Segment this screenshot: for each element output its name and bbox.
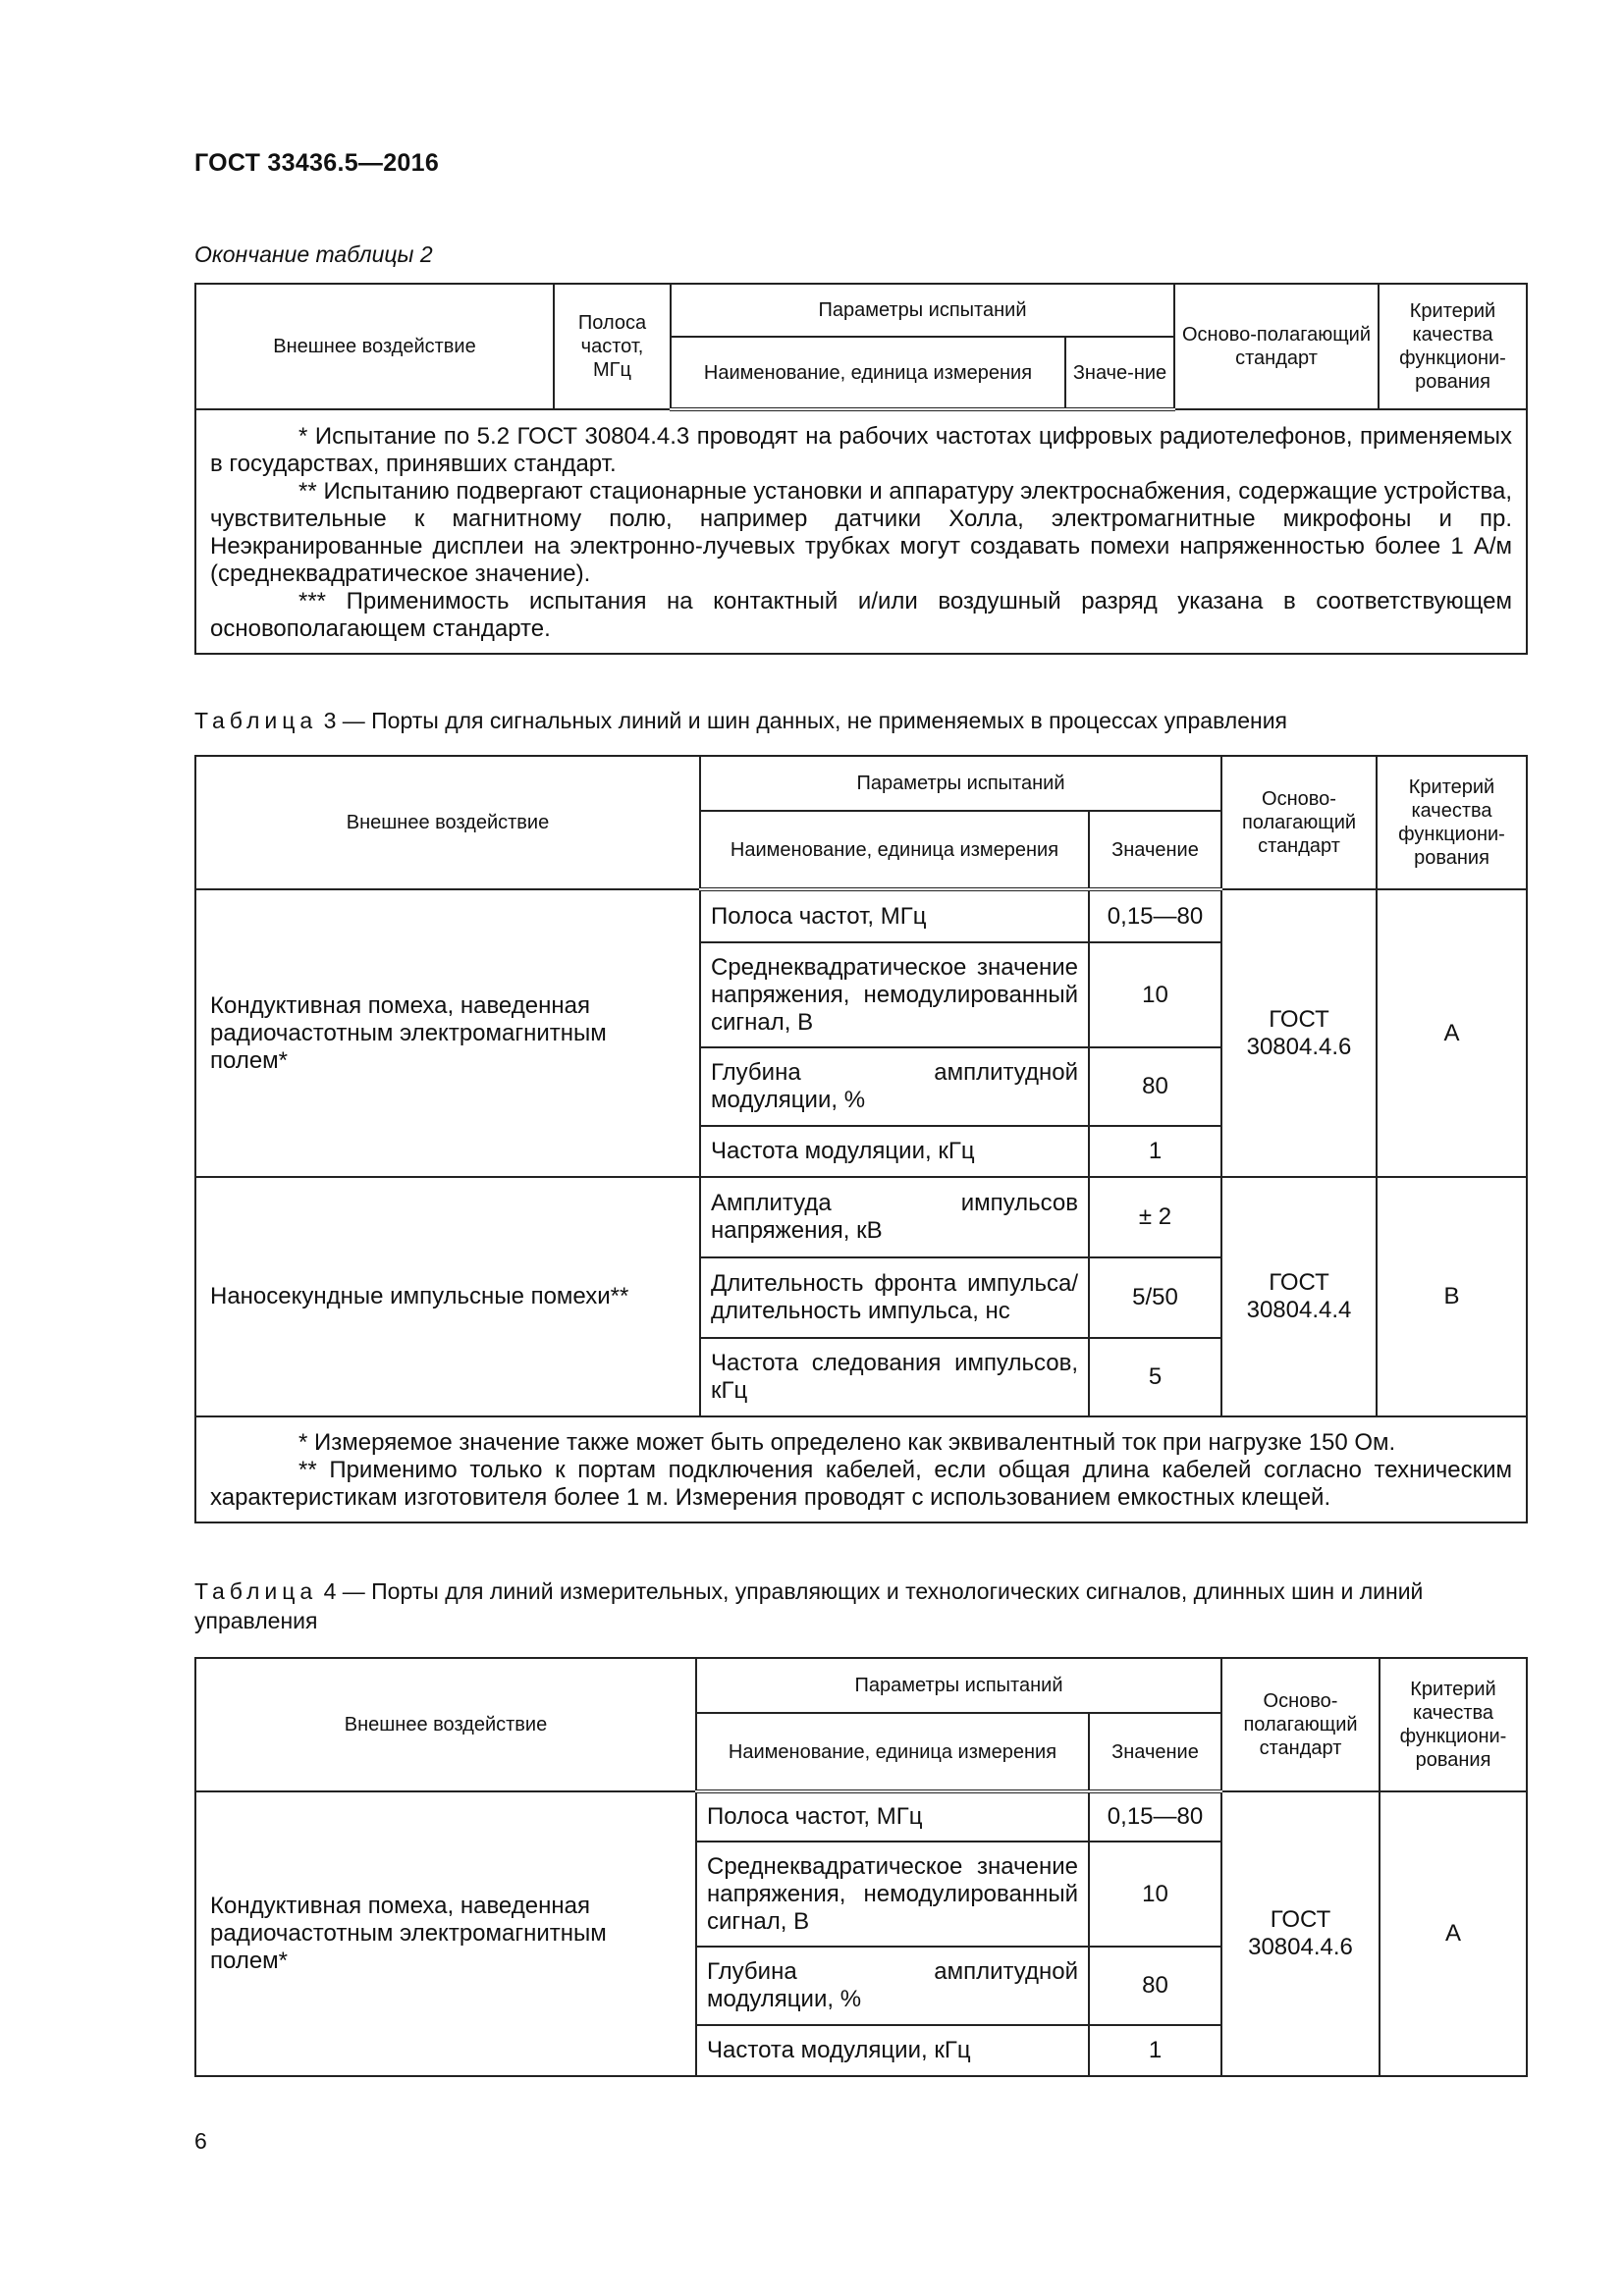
note: *** Применимость испытания на контактный и/или воздушный разряд указана в соответствующем основополагающем стандарте. (210, 588, 1512, 642)
header-effect: Внешнее воздействие (195, 756, 700, 889)
table-2-notes (195, 409, 1527, 654)
page-number: 6 (194, 2128, 207, 2154)
value-cell: 1 (1089, 1126, 1221, 1177)
header-effect: Внешнее воздействие (195, 284, 554, 409)
param-cell: Частота модуляции, кГц (696, 2025, 1089, 2076)
value-cell: 80 (1089, 1047, 1221, 1126)
header-standard: Осново-полагающий стандарт (1221, 1658, 1380, 1791)
param-cell: Амплитуда импульсов напряжения, кВ (700, 1177, 1089, 1257)
header-params: Параметры испытаний (696, 1658, 1221, 1713)
note: * Измеряемое значение также может быть определено как эквивалентный ток при нагрузке 150 Ом. (298, 1429, 1396, 1456)
header-params: Параметры испытаний (671, 284, 1174, 337)
param-cell: Среднеквадратическое значение напряжения, немодулированный сигнал, В (696, 1842, 1089, 1947)
header-name-unit: Наименование, единица измерения (696, 1713, 1089, 1791)
header-criterion: Критерий качества функциони-рования (1380, 1658, 1527, 1791)
table-3-notes (195, 1416, 1527, 1522)
effect-cell: Наносекундные импульсные помехи** (195, 1177, 700, 1416)
table-row (195, 889, 1527, 942)
param-cell: Частота следования импульсов, кГц (700, 1338, 1089, 1416)
caption-label: Таблица (194, 708, 318, 733)
note: * Испытание по 5.2 ГОСТ 30804.4.3 проводят на рабочих частотах цифровых радиотелефонов, применяемых в государствах, принявших стандарт. (210, 423, 1512, 477)
table-2-end (194, 283, 1528, 655)
note: ** Испытанию подвергают стационарные установки и аппаратуру электроснабжения, содержащие устройства, чувствительные к магнитному полю, например датчики Холла, электромагнитные микрофоны и пр. Неэкранированные дисплеи на электронно-лучевых трубках могут создавать помехи напряженностью более 1 А/м (среднеквадратическое значение). (210, 478, 1512, 587)
param-cell: Полоса частот, МГц (700, 889, 1089, 942)
criterion-cell: А (1377, 889, 1527, 1177)
value-cell: ± 2 (1089, 1177, 1221, 1257)
caption-label: Таблица (194, 1578, 318, 1604)
param-cell: Частота модуляции, кГц (700, 1126, 1089, 1177)
effect-cell: Кондуктивная помеха, наведенная радиочастотным электромагнитным полем* (195, 889, 700, 1177)
header-value: Значение (1089, 1713, 1221, 1791)
param-cell: Длительность фронта импульса/длительность импульса, нс (700, 1257, 1089, 1338)
header-effect: Внешнее воздействие (195, 1658, 696, 1791)
param-cell: Среднеквадратическое значение напряжения, немодулированный сигнал, В (700, 942, 1089, 1047)
caption-text: 4 — Порты для линий измерительных, управляющих и технологических сигналов, длинных шин и линий управления (194, 1578, 1424, 1633)
continuation-caption: Окончание таблицы 2 (194, 241, 433, 267)
value-cell: 0,15—80 (1089, 889, 1221, 942)
header-band: Полоса частот, МГц (554, 284, 671, 409)
caption-text: 3 — Порты для сигнальных линий и шин данных, не применяемых в процессах управления (323, 708, 1288, 733)
header-name-unit: Наименование, единица измерения (671, 337, 1065, 409)
table-row (195, 1177, 1527, 1257)
table-3 (194, 755, 1528, 1523)
header-name-unit: Наименование, единица измерения (700, 811, 1089, 889)
value-cell: 5/50 (1089, 1257, 1221, 1338)
criterion-cell: В (1377, 1177, 1527, 1416)
table-4-caption (194, 1576, 1526, 1635)
note: ** Применимо только к портам подключения кабелей, если общая длина кабелей согласно техническим характеристикам изготовителя более 1 м. Измерения проводят с использованием емкостных клещей. (210, 1457, 1512, 1511)
criterion-cell: А (1380, 1791, 1527, 2076)
table-4 (194, 1657, 1528, 2077)
standard-cell: ГОСТ 30804.4.4 (1221, 1177, 1377, 1416)
value-cell: 1 (1089, 2025, 1221, 2076)
standard-cell: ГОСТ 30804.4.6 (1221, 889, 1377, 1177)
header-value: Значе-ние (1065, 337, 1174, 409)
value-cell: 0,15—80 (1089, 1791, 1221, 1842)
value-cell: 10 (1089, 1842, 1221, 1947)
effect-cell: Кондуктивная помеха, наведенная радиочастотным электромагнитным полем* (195, 1791, 696, 2076)
header-standard: Осново-полагающий стандарт (1174, 284, 1379, 409)
header-params: Параметры испытаний (700, 756, 1221, 811)
param-cell: Глубина амплитудной модуляции, % (696, 1947, 1089, 2025)
standard-cell: ГОСТ 30804.4.6 (1221, 1791, 1380, 2076)
header-criterion: Критерий качества функциони-рования (1379, 284, 1527, 409)
header-standard: Осново-полагающий стандарт (1221, 756, 1377, 889)
document-header: ГОСТ 33436.5—2016 (194, 149, 440, 177)
table-row (195, 1791, 1527, 1842)
header-value: Значение (1089, 811, 1221, 889)
header-criterion: Критерий качества функциони-рования (1377, 756, 1527, 889)
value-cell: 10 (1089, 942, 1221, 1047)
value-cell: 5 (1089, 1338, 1221, 1416)
table-3-caption (194, 706, 1526, 735)
param-cell: Полоса частот, МГц (696, 1791, 1089, 1842)
param-cell: Глубина амплитудной модуляции, % (700, 1047, 1089, 1126)
value-cell: 80 (1089, 1947, 1221, 2025)
